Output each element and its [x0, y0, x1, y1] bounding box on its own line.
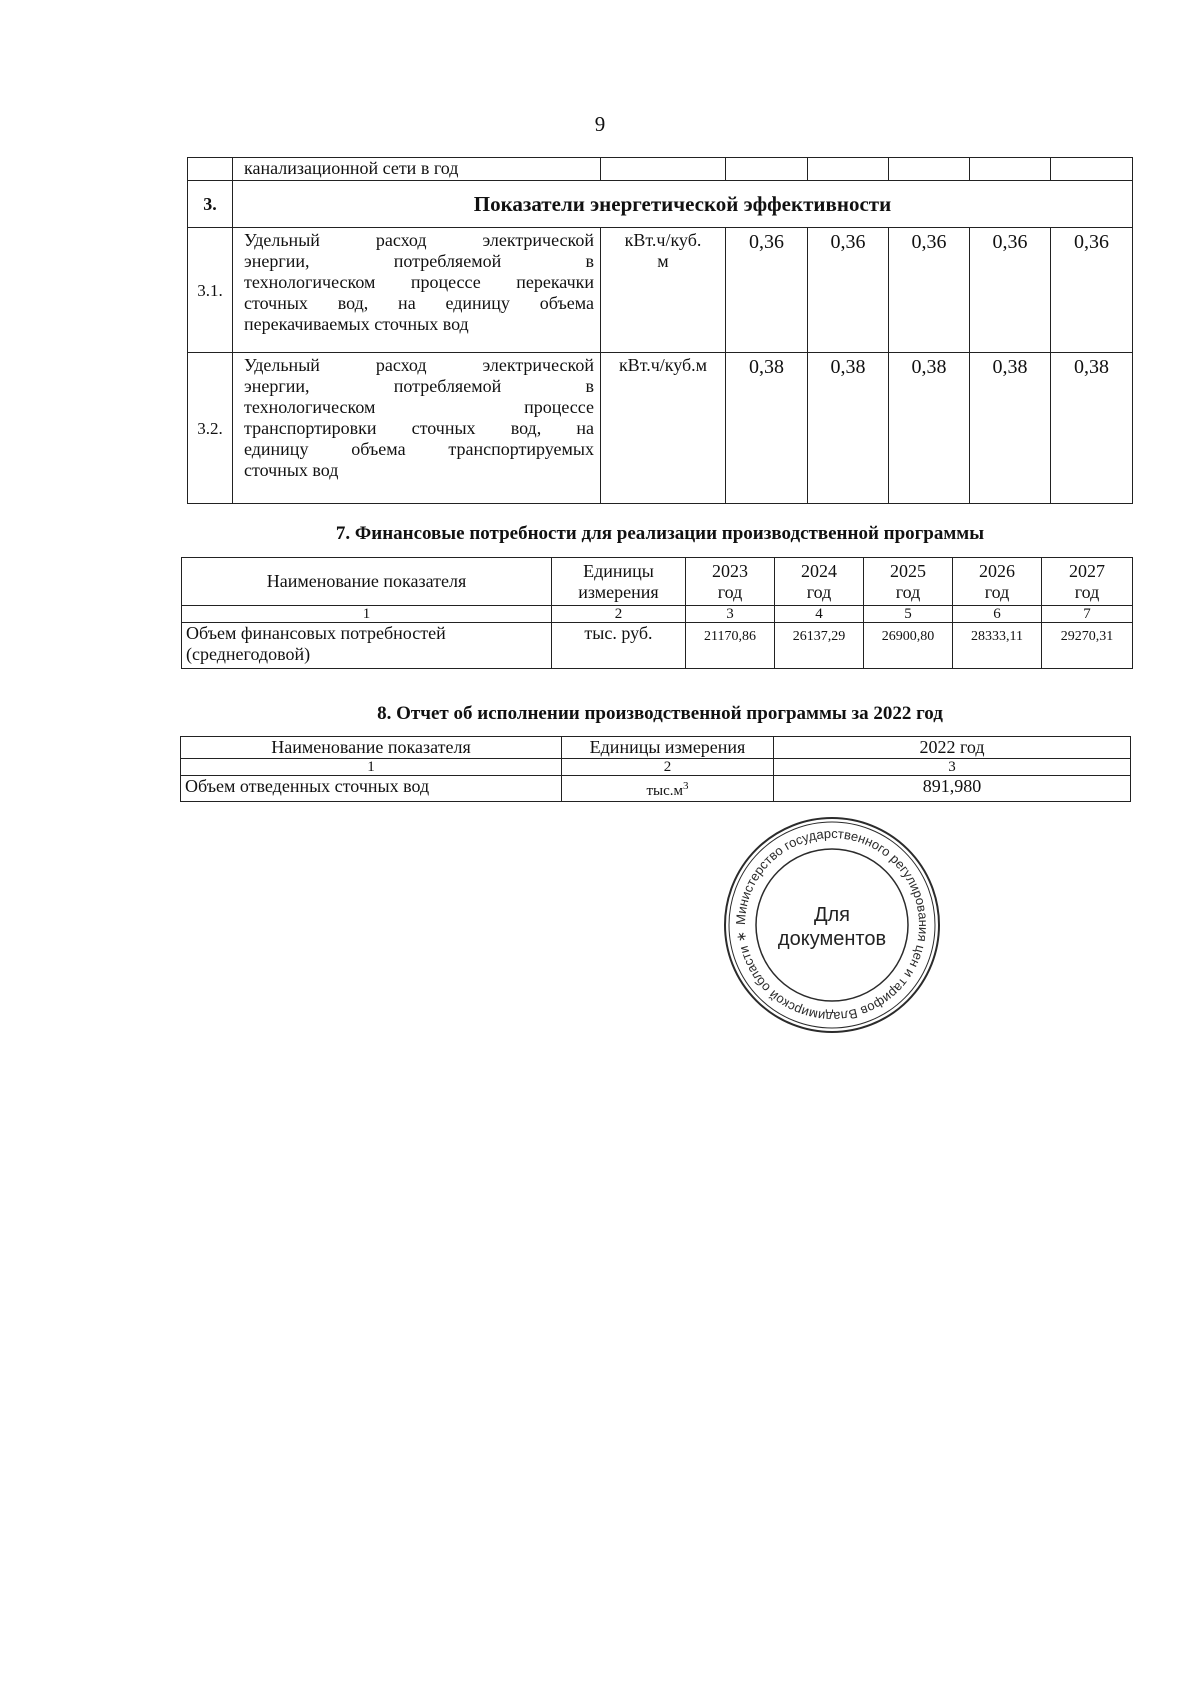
header-year: [1042, 558, 1133, 606]
year-suffix: год: [717, 581, 743, 602]
row-description: [233, 353, 601, 504]
header-year: 2022 год: [774, 737, 1131, 759]
page-number: 9: [594, 112, 606, 136]
value-cell: 0,36: [889, 228, 970, 353]
value-cell: 29270,31: [1042, 623, 1133, 669]
row-description: [233, 228, 601, 353]
continuation-description: канализационной сети в год: [233, 158, 601, 181]
index-cell: 2: [552, 606, 686, 623]
description-line: энергии, потребляемой в: [244, 251, 594, 271]
index-cell: 1: [181, 759, 562, 776]
row-number: 3.2.: [188, 353, 233, 504]
index-cell: 3: [774, 759, 1131, 776]
index-cell: 3: [686, 606, 775, 623]
header-year: [864, 558, 953, 606]
index-row: [182, 606, 1133, 623]
header-year: [686, 558, 775, 606]
value-cell: 0,36: [808, 228, 889, 353]
unit-text: тыс.м: [646, 783, 684, 799]
unit-line: кВт.ч/куб.: [624, 230, 702, 250]
indicator-name-line: (среднегодовой): [186, 644, 311, 664]
indicator-unit: тыс. руб.: [552, 623, 686, 669]
stamp-center-line: документов: [777, 928, 887, 950]
header-year: [953, 558, 1042, 606]
stamp-center-text: [722, 903, 942, 951]
header-year: [775, 558, 864, 606]
header-row: [181, 737, 1131, 759]
index-cell: 2: [562, 759, 774, 776]
index-cell: 5: [864, 606, 953, 623]
header-row: [182, 558, 1133, 606]
header-unit: [552, 558, 686, 606]
unit-line: кВт.ч/куб.м: [618, 355, 708, 375]
header-unit-line: Единицы: [583, 560, 654, 581]
value-cell: 28333,11: [953, 623, 1042, 669]
index-cell: 7: [1042, 606, 1133, 623]
value-cell: 26137,29: [775, 623, 864, 669]
indicator-name: [182, 623, 552, 669]
value-cell: 0,36: [1051, 228, 1133, 353]
energy-efficiency-table: [187, 157, 1133, 504]
index-cell: 1: [182, 606, 552, 623]
table-row: [188, 353, 1133, 504]
description-line: технологическом процессе: [244, 397, 594, 417]
value-cell: 0,38: [1051, 353, 1133, 504]
description-line: Удельный расход электрической: [244, 355, 594, 375]
header-unit: Единицы измерения: [562, 737, 774, 759]
header-name: Наименование показателя: [182, 558, 552, 606]
table-row-continuation: [188, 158, 1133, 181]
section-number: 3.: [188, 181, 233, 228]
row-unit: [601, 353, 726, 504]
section-8-title: 8. Отчет об исполнении производственной программы за 2022 год: [377, 703, 943, 724]
value-cell: 0,38: [726, 353, 808, 504]
index-cell: 6: [953, 606, 1042, 623]
description-line: энергии, потребляемой в: [244, 376, 594, 396]
header-name: Наименование показателя: [181, 737, 562, 759]
table-row: [182, 623, 1133, 669]
financial-needs-table: [181, 557, 1133, 669]
execution-report-table: [180, 736, 1131, 802]
description-line: сточных вод: [244, 460, 339, 480]
index-row: [181, 759, 1131, 776]
section-title: Показатели энергетической эффективности: [233, 181, 1133, 228]
description-line: сточных вод, на единицу объема: [244, 293, 594, 313]
year-suffix: год: [895, 581, 921, 602]
row-number: 3.1.: [188, 228, 233, 353]
row-unit: [601, 228, 726, 353]
stamp-ring-text: Министерство государственного регулирования цен и тарифов Владимирской области ∗: [732, 825, 932, 1025]
stamp-center-line: Для: [813, 904, 851, 926]
unit-exponent: 3: [683, 780, 689, 792]
value-cell: 891,980: [774, 776, 1131, 802]
year-label: 2023: [712, 560, 748, 581]
description-line: единицу объема транспортируемых: [244, 439, 594, 459]
description-line: Удельный расход электрической: [244, 230, 594, 250]
year-label: 2024: [801, 560, 837, 581]
description-line: перекачиваемых сточных вод: [244, 314, 469, 334]
section-header-row: [188, 181, 1133, 228]
section-7-title: 7. Финансовые потребности для реализации производственной программы: [335, 523, 985, 544]
value-cell: 0,38: [889, 353, 970, 504]
value-cell: 0,36: [726, 228, 808, 353]
indicator-unit: [562, 776, 774, 802]
indicator-name: Объем отведенных сточных вод: [181, 776, 562, 802]
description-line: технологическом процессе перекачки: [244, 272, 594, 292]
value-cell: 0,38: [808, 353, 889, 504]
index-cell: 4: [775, 606, 864, 623]
value-cell: 0,36: [970, 228, 1051, 353]
value-cell: 0,38: [970, 353, 1051, 504]
unit-line: м: [657, 251, 669, 271]
year-label: 2027: [1069, 560, 1105, 581]
description-line: транспортировки сточных вод, на: [244, 418, 594, 438]
table-row: [181, 776, 1131, 802]
table-row: [188, 228, 1133, 353]
value-cell: 21170,86: [686, 623, 775, 669]
year-label: 2025: [890, 560, 926, 581]
year-label: 2026: [979, 560, 1015, 581]
header-unit-line: измерения: [578, 581, 659, 602]
value-cell: 26900,80: [864, 623, 953, 669]
year-suffix: год: [806, 581, 832, 602]
year-suffix: год: [984, 581, 1010, 602]
indicator-name-line: Объем финансовых потребностей: [186, 623, 446, 643]
year-suffix: год: [1074, 581, 1100, 602]
